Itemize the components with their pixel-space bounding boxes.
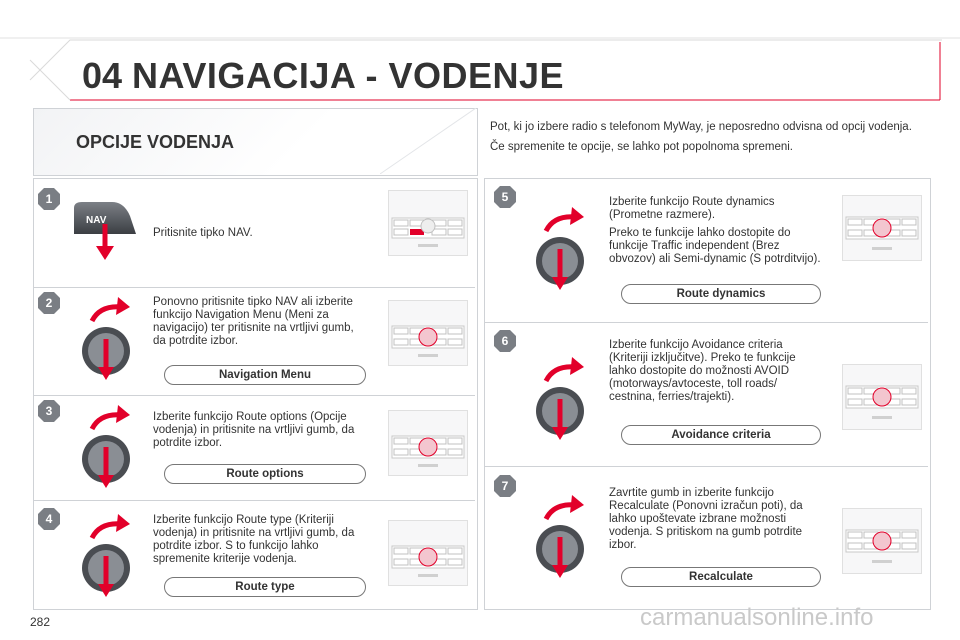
step-5-paragraph-1: Izberite funkcijo Route dynamics (Prometne razmere). [609,196,775,221]
radio-panel-illustration [842,508,922,574]
nav-key-icon [72,200,142,267]
rotary-knob-icon [534,205,594,295]
page-title: NAVIGACIJA - VODENJE [132,55,565,96]
step-7-text: Zavrtite gumb in izberite funkcijo Recalculate (Ponovni izračun poti), da lahko upoštevate izbrane možnosti vodenja. S pritiskom na gumb potrdite izbor. [609,487,803,551]
step-badge-1 [38,188,60,210]
intro-text [490,120,920,160]
avoidance-criteria-button[interactable]: Avoidance criteria [621,425,821,445]
navigation-menu-button[interactable]: Navigation Menu [164,365,366,385]
step-number: 1 [45,192,53,206]
step-badge-5 [494,186,516,208]
step-3-text: Izberite funkcijo Route options (Opcije vodenja) in pritisnite na vrtljivi gumb, da potrdite izbor. [153,411,355,449]
divider [34,395,475,396]
step-2-text: Ponovno pritisnite tipko NAV ali izberite funkcijo Navigation Menu (Meni za navigacijo) ter pritisnite na vrtljivi gumb, da potrdite izbor. [153,296,354,347]
section-title: OPCIJE VODENJA [76,132,235,152]
section-box-decoration [380,108,476,174]
watermark: carmanualsonline.info [640,604,874,631]
radio-panel-illustration [388,300,468,366]
page-number: 282 [30,615,51,629]
radio-panel-illustration [842,364,922,430]
step-badge-4 [38,508,60,530]
step-1-text: Pritisnite tipko NAV. [153,227,253,239]
route-options-button[interactable]: Route options [164,464,366,484]
rotary-knob-icon [534,355,594,445]
step-badge-3 [38,400,60,422]
divider [485,466,928,467]
divider [485,322,928,323]
step-number: 6 [501,334,509,348]
nav-key-label: NAV [86,215,107,226]
radio-panel-illustration [388,410,468,476]
radio-panel-illustration [388,190,468,256]
step-4-text: Izberite funkcijo Route type (Kriteriji vodenja) in pritisnite na vrtljivi gumb, da potrdite izbor. S to funkcijo lahko spremenite kriterije vodenja. [153,514,355,565]
step-number: 2 [45,296,53,310]
step-number: 3 [45,404,53,418]
step-badge-7 [494,475,516,497]
intro-paragraph-2: Če spremenite te opcije, se lahko pot popolnoma spremeni. [490,141,794,153]
chapter-number: 04 [82,55,123,96]
step-5-paragraph-2: Preko te funkcije lahko dostopite do funkcije Traffic independent (Brez obvozov) ali Semi-dynamic (S potrditvijo). [609,227,821,265]
divider [34,287,475,288]
step-badge-6 [494,330,516,352]
rotary-knob-icon [534,493,594,583]
intro-paragraph-1: Pot, ki jo izbere radio s telefonom MyWay, je neposredno odvisna od opcij vodenja. [490,121,912,133]
step-number: 4 [45,512,53,526]
rotary-knob-icon [80,403,140,493]
radio-panel-illustration [842,195,922,261]
rotary-knob-icon [80,512,140,602]
divider [34,500,475,501]
step-6-text: Izberite funkcijo Avoidance criteria (Kriteriji izključitve). Preko te funkcije lahko dostopite do možnosti AVOID (motorways/avtoceste, toll roads/ cestnina, ferries/trajekti). [609,339,796,403]
rotary-knob-icon [80,295,140,385]
radio-panel-illustration [388,520,468,586]
step-5-text [609,196,824,271]
recalculate-button[interactable]: Recalculate [621,567,821,587]
step-badge-2 [38,292,60,314]
step-number: 7 [501,479,509,493]
step-number: 5 [501,190,509,204]
route-type-button[interactable]: Route type [164,577,366,597]
route-dynamics-button[interactable]: Route dynamics [621,284,821,304]
